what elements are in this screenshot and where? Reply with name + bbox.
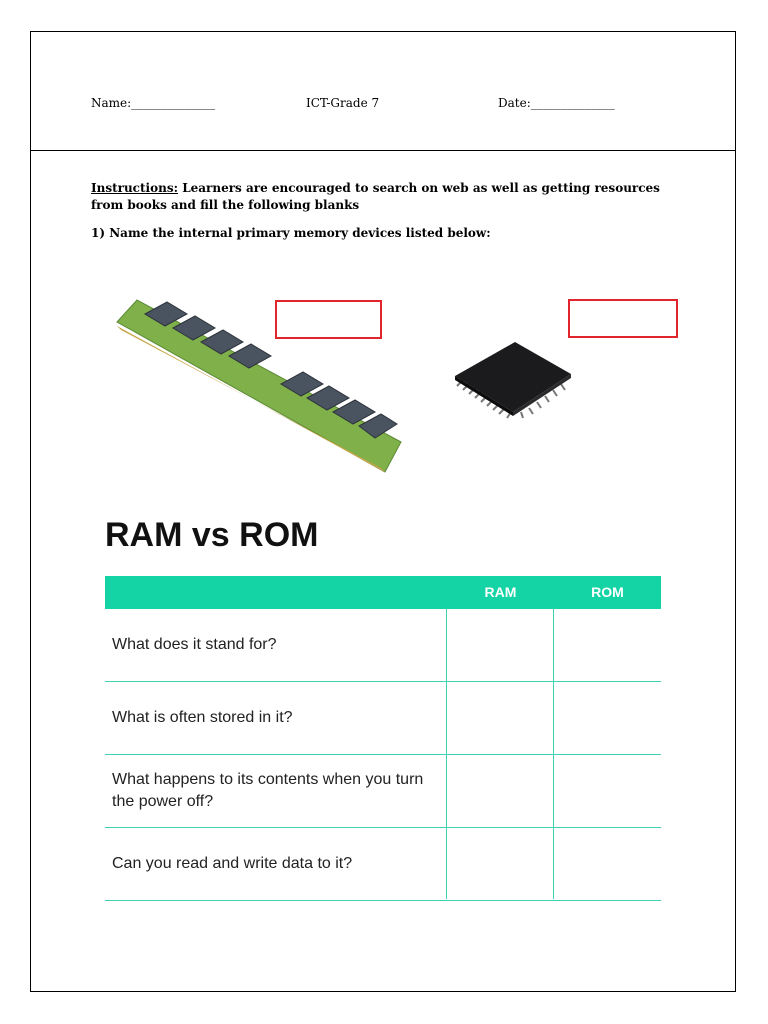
row-question: What is often stored in it? [112,709,293,726]
table-row [105,755,661,828]
column-divider [446,609,447,899]
table-header [105,576,661,609]
worksheet-page [30,31,736,992]
row-question: What does it stand for? [112,636,277,653]
ram-rom-table [105,576,661,901]
row-question: What happens to its contents when you turn the power off? [112,771,424,810]
table-row [105,682,661,755]
table-row [105,609,661,682]
instructions-lead: Instructions: [91,181,179,195]
row-question: Can you read and write data to it? [112,855,353,872]
column-rom: ROM [591,584,624,600]
column-divider [553,609,554,899]
name-field[interactable]: Name:______________ [91,96,216,110]
instructions-text: Learners are encouraged to search on web as well as getting resources from books and fill the following blanks [91,181,660,212]
date-field[interactable]: Date:______________ [498,96,615,110]
table-row [105,828,661,901]
column-ram: RAM [484,584,517,600]
comparison-title: RAM vs ROM [105,516,319,554]
instructions [91,180,681,214]
header-divider [31,150,735,151]
ram-answer-box[interactable] [275,300,382,339]
question-1: 1) Name the internal primary memory devices listed below: [91,226,491,240]
rom-chip-image [443,332,583,422]
rom-answer-box[interactable] [568,299,678,338]
subject-label: ICT-Grade 7 [306,96,380,110]
